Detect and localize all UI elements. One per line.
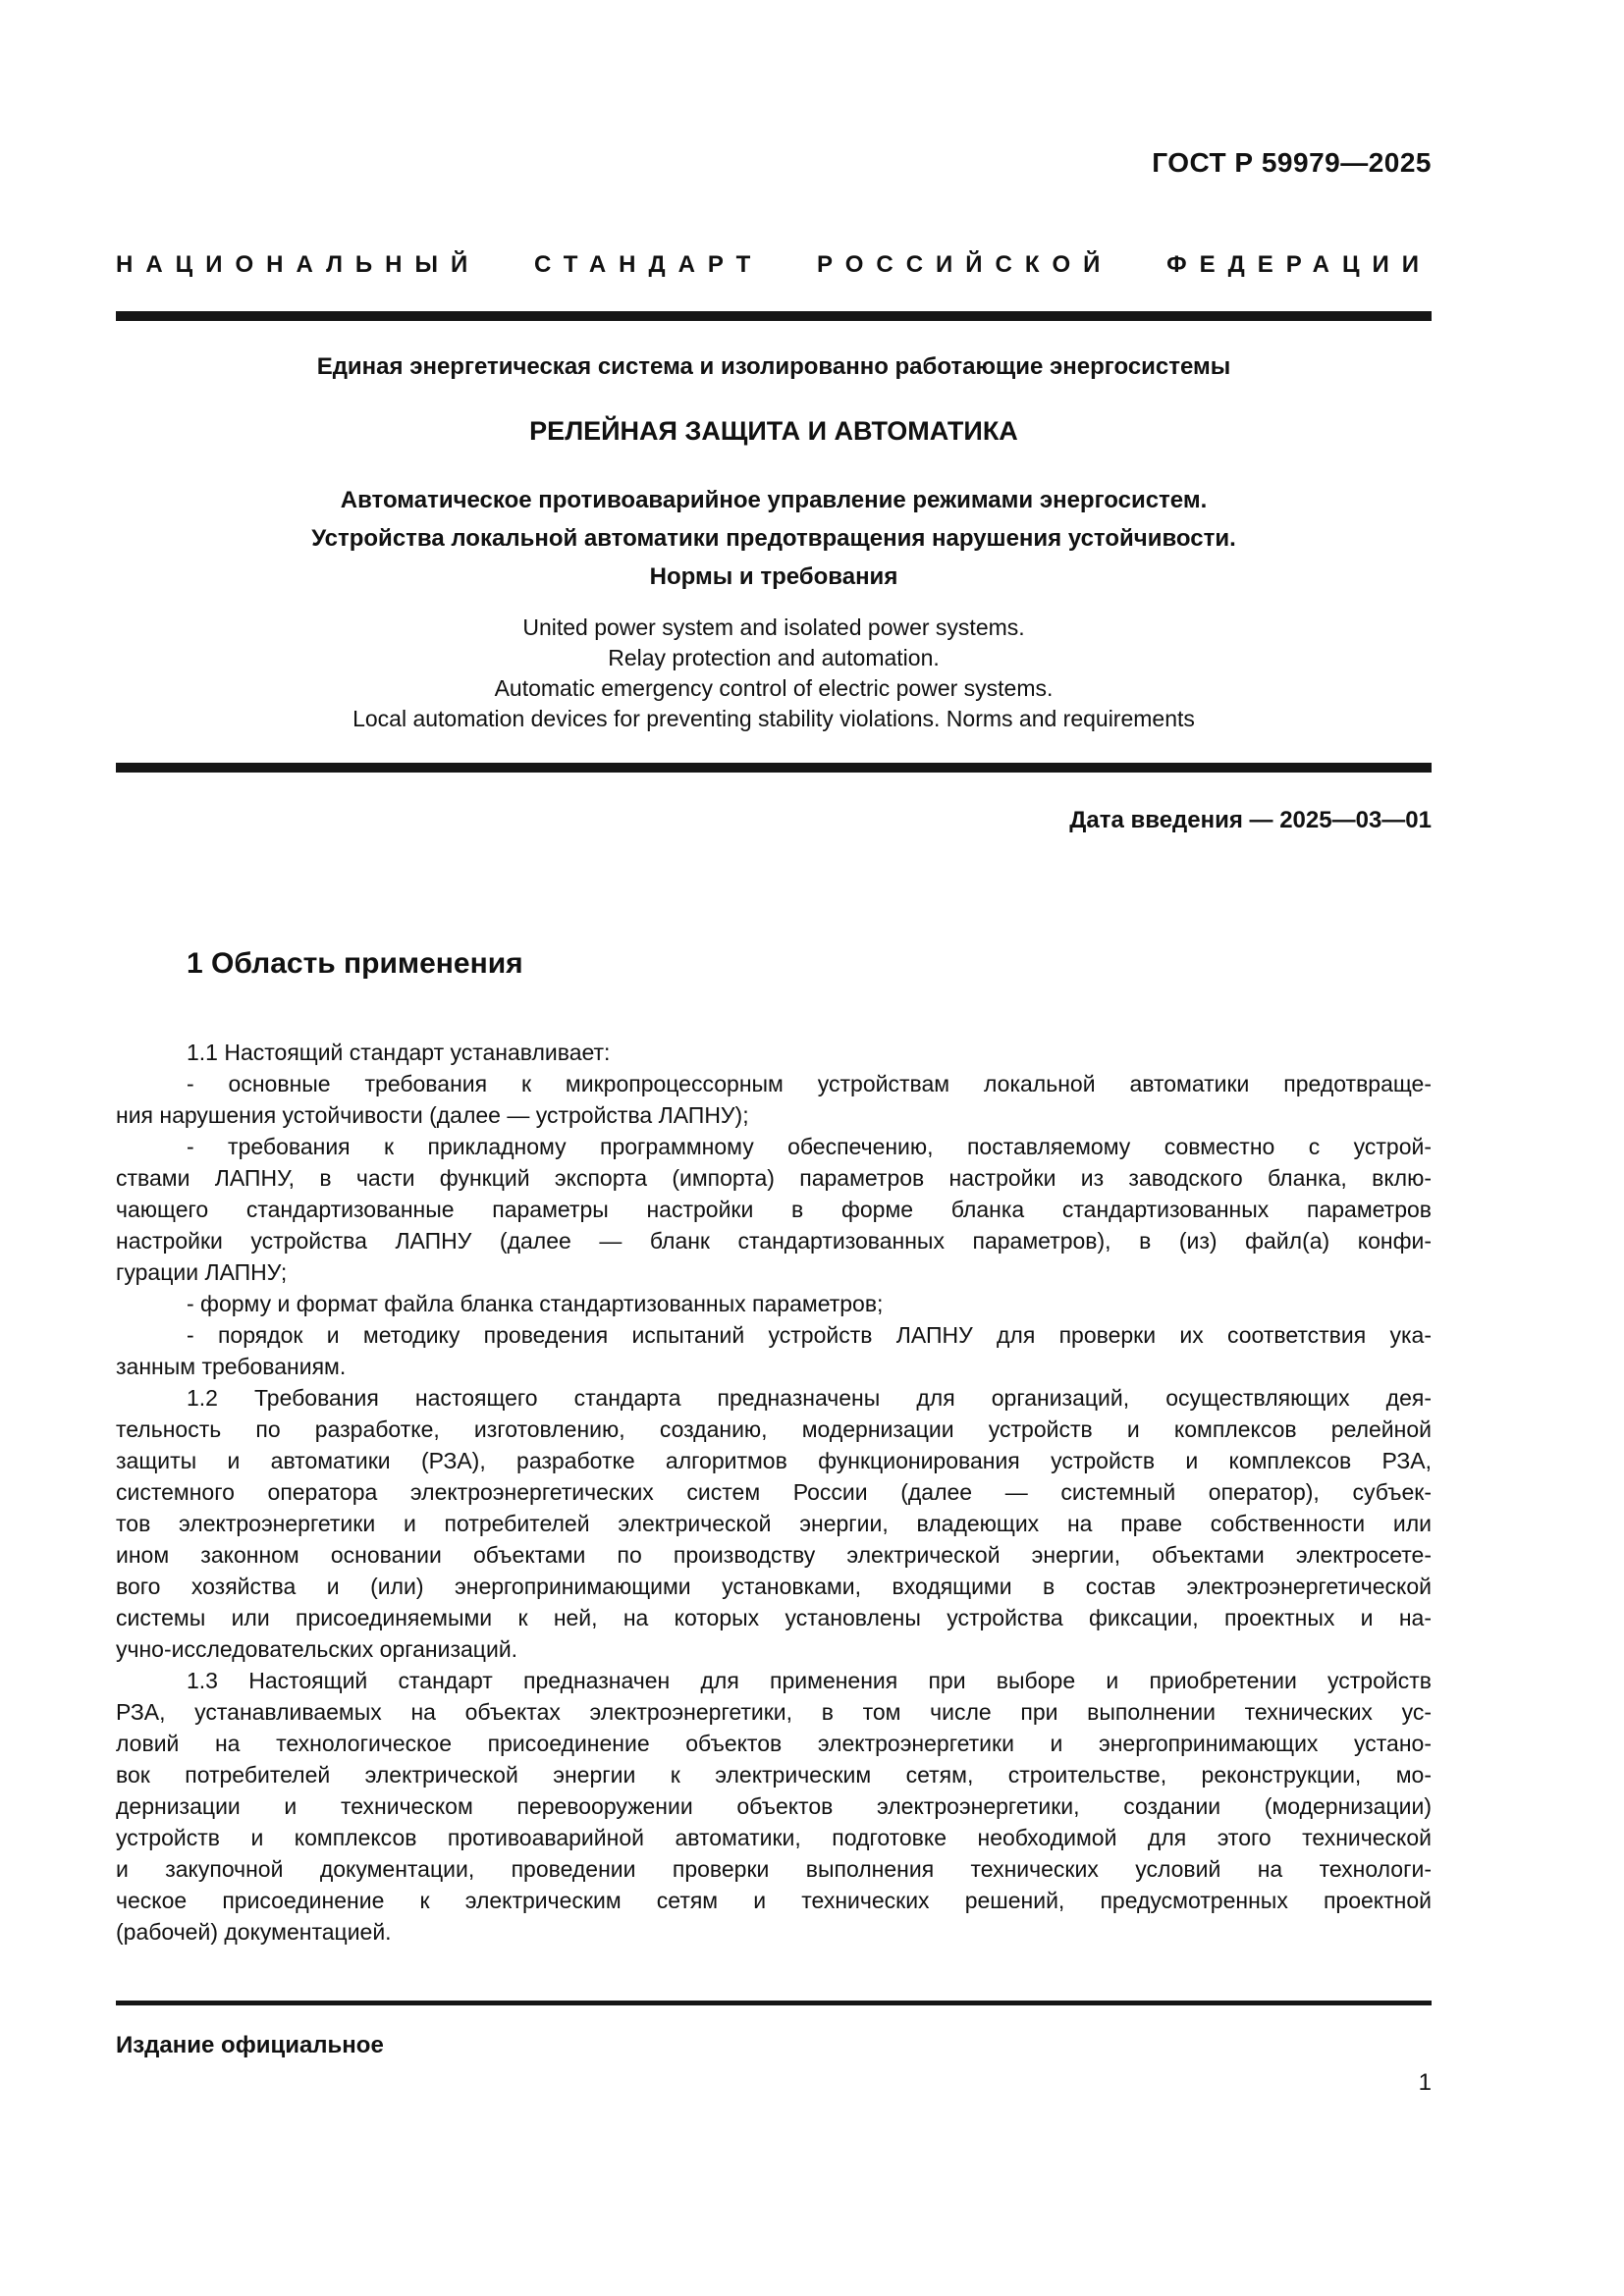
text-line: системного оператора электроэнергетических систем России (далее — системный оператор), субъек- (116, 1479, 1432, 1505)
text-line: - основные требования к микропроцессорным устройствам локальной автоматики предотвраще- (187, 1071, 1432, 1096)
text-line: защиты и автоматики (РЗА), разработке алгоритмов функционирования устройств и комплексов РЗА, (116, 1448, 1432, 1473)
section-heading: 1 Область применения (187, 947, 523, 980)
header-divider (116, 311, 1432, 321)
text-line: и закупочной документации, проведении проверки выполнения технических условий на технологи- (116, 1856, 1432, 1882)
footer-divider (116, 2001, 1432, 2005)
paragraph (116, 1665, 1432, 1948)
national-standard-heading: НАЦИОНАЛЬНЫЙ СТАНДАРТ РОССИЙСКОЙ ФЕДЕРАЦИИ (116, 251, 1432, 278)
text-line: Relay protection and automation. (608, 645, 940, 670)
text-line: 1.3 Настоящий стандарт предназначен для применения при выборе и приобретении устройств (187, 1668, 1432, 1693)
text-line: дернизации и техническом перевооружении объектов электроэнергетики, создании (модернизации) (116, 1793, 1432, 1819)
paragraph (116, 1068, 1432, 1131)
paragraph (116, 1288, 1432, 1319)
section-body (116, 1037, 1432, 1948)
page-number: 1 (1418, 2069, 1432, 2096)
text-line: ловий на технологическое присоединение объектов электроэнергетики и энергопринимающих устано- (116, 1731, 1432, 1756)
text-line: настройки устройства ЛАПНУ (далее — бланк стандартизованных параметров), в (из) файл(а) конфи- (116, 1228, 1432, 1254)
text-line: ния нарушения устойчивости (далее — устройства ЛАПНУ); (116, 1102, 749, 1128)
standard-subject: Единая энергетическая система и изолированно работающие энергосистемы (316, 353, 1231, 380)
text-line: гурации ЛАПНУ; (116, 1259, 288, 1285)
text-line: ином законном основании объектами по производству электрической энергии, объектами электросете- (116, 1542, 1432, 1568)
paragraph (116, 1382, 1432, 1665)
doc-number: ГОСТ Р 59979—2025 (1152, 147, 1432, 178)
edition-note: Издание официальное (116, 2032, 384, 2058)
text-line: тельность по разработке, изготовлению, созданию, модернизации устройств и комплексов релейной (116, 1416, 1432, 1442)
text-line: вок потребителей электрической энергии к электрическим сетям, строительстве, реконструкции, мо- (116, 1762, 1432, 1788)
text-line: Automatic emergency control of electric power systems. (494, 675, 1054, 701)
text-line: - порядок и методику проведения испытаний устройств ЛАПНУ для проверки их соответствия ука- (187, 1322, 1432, 1348)
text-line: - требования к прикладному программному обеспечению, поставляемому совместно с устрой- (187, 1134, 1432, 1159)
text-line: (рабочей) документацией. (116, 1919, 392, 1945)
text-line: 1.1 Настоящий стандарт устанавливает: (187, 1040, 611, 1065)
standard-main-title: РЕЛЕЙНАЯ ЗАЩИТА И АВТОМАТИКА (529, 416, 1018, 446)
text-line: Устройства локальной автоматики предотвращения нарушения устойчивости. (311, 525, 1236, 552)
text-line: Local automation devices for preventing stability violations. Norms and requirements (352, 706, 1195, 731)
title-divider (116, 763, 1432, 773)
paragraph (116, 1037, 1432, 1068)
text-line: - форму и формат файла бланка стандартизованных параметров; (187, 1291, 884, 1316)
text-line: РЗА, устанавливаемых на объектах электроэнергетики, в том числе при выполнении технических ус- (116, 1699, 1432, 1725)
paragraph (116, 1319, 1432, 1382)
text-line: 1.2 Требования настоящего стандарта предназначены для организаций, осуществляющих дея- (187, 1385, 1432, 1411)
text-line: учно-исследовательских организаций. (116, 1636, 518, 1662)
text-line: тов электроэнергетики и потребителей электрической энергии, владеющих на праве собственности или (116, 1511, 1432, 1536)
text-line: системы или присоединяемыми к ней, на которых установлены устройства фиксации, проектных и на- (116, 1605, 1432, 1630)
text-line: ческое присоединение к электрическим сетям и технических решений, предусмотренных проектной (116, 1888, 1432, 1913)
text-line: занным требованиям. (116, 1354, 347, 1379)
text-line: устройств и комплексов противоаварийной автоматики, подготовке необходимой для этого технической (116, 1825, 1432, 1850)
effective-date: Дата введения — 2025—03—01 (1069, 807, 1432, 833)
text-line: ствами ЛАПНУ, в части функций экспорта (импорта) параметров настройки из заводского бланка, вклю- (116, 1165, 1432, 1191)
standard-subtitle (116, 481, 1432, 596)
text-line: United power system and isolated power systems. (522, 614, 1025, 640)
text-line: чающего стандартизованные параметры настройки в форме бланка стандартизованных параметров (116, 1197, 1432, 1222)
text-line: Автоматическое противоаварийное управление режимами энергосистем. (340, 487, 1208, 513)
text-line: вого хозяйства и (или) энергопринимающими установками, входящими в состав электроэнергетической (116, 1574, 1432, 1599)
standard-title-english (116, 613, 1432, 734)
paragraph (116, 1131, 1432, 1288)
text-line: Нормы и требования (649, 563, 898, 590)
